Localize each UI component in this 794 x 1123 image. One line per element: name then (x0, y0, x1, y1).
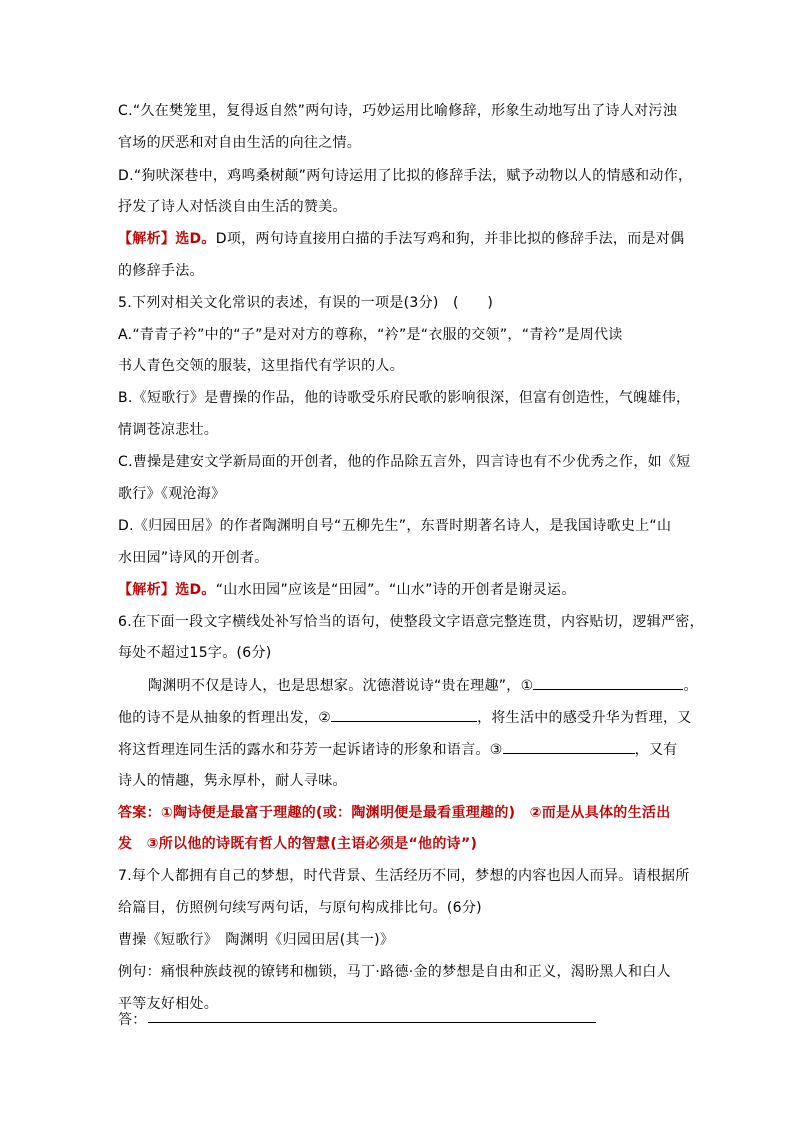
paragraph-text: ，又有 (634, 742, 678, 758)
paragraph-line-3 (118, 739, 678, 760)
option-c-line-1: C.“久在樊笼里，复得返自然”两句诗，巧妙运用比喻修辞，形象生动地写出了诗人对污浊 (118, 103, 678, 119)
paragraph-text: ，将生活中的感受升华为哲理，又 (477, 710, 692, 726)
blank-2[interactable] (331, 707, 477, 722)
question-5: 5.下列对相关文化常识的表述，有误的一项是(3分) ( ) (118, 295, 494, 311)
q5-option-a-line-1: A.“青青子衿”中的“子”是对对方的尊称，“衿”是“衣服的交领”，“青衿”是周代读 (118, 327, 623, 343)
answer-label: 答： (118, 1012, 147, 1028)
question-7-example-line-2: 平等友好相处。 (118, 996, 219, 1012)
analysis-label: 【解析】选D。 (118, 231, 216, 247)
q5-option-c-line-1: C.曹操是建安文学新局面的开创者，他的作品除五言外，四言诗也有不少优秀之作，如《短 (118, 454, 691, 470)
paragraph-text: 。 (683, 678, 698, 694)
q5-option-b-line-2: 情调苍凉悲壮。 (118, 422, 219, 438)
paragraph-line-4: 诗人的情趣，隽永厚朴，耐人寻味。 (118, 773, 347, 789)
question-7-titles: 曹操《短歌行》 陶渊明《归园田居(其一)》 (118, 932, 395, 948)
analysis-2 (118, 580, 576, 600)
analysis-1-line-2: 的修辞手法。 (118, 263, 204, 279)
analysis-label: 【解析】选D。 (118, 582, 216, 598)
paragraph-line-2 (118, 707, 692, 728)
answer-line-2: 发 ③所以他的诗既有哲人的智慧(主语必须是“他的诗”) (118, 836, 478, 852)
answer-input-line[interactable] (148, 1022, 596, 1023)
question-7-line-2: 给篇目，仿照例句续写两句话，与原句构成排比句。(6分) (118, 900, 482, 916)
q5-option-d-line-2: 水田园”诗风的开创者。 (118, 550, 269, 566)
question-6-line-2: 每处不超过15字。(6分) (118, 645, 272, 661)
blank-1[interactable] (533, 675, 683, 690)
option-c-line-2: 官场的厌恶和对自由生活的向往之情。 (118, 135, 362, 151)
q5-option-d-line-1: D.《归园田居》的作者陶渊明自号“五柳先生”，东晋时期著名诗人，是我国诗歌史上“山 (118, 518, 672, 534)
analysis-text: “山水田园”应该是“田园”。“山水”诗的开创者是谢灵运。 (215, 582, 576, 598)
q5-option-c-line-2: 歌行》《观沧海》 (118, 486, 226, 502)
q5-option-a-line-2: 书人青色交领的服装，这里指代有学识的人。 (118, 358, 404, 374)
paragraph-text: 将这哲理连同生活的露水和芬芳一起诉诸诗的形象和语言。③ (118, 742, 503, 758)
question-7-example-line-1: 例句：痛恨种族歧视的镣铐和枷锁，马丁·路德·金的梦想是自由和正义，渴盼黑人和白人 (118, 964, 671, 980)
answer-line-1: 答案：①陶诗便是最富于理趣的(或：陶渊明便是最看重理趣的) ②而是从具体的生活出 (118, 805, 671, 821)
analysis-1 (118, 229, 684, 249)
paragraph-text: 他的诗不是从抽象的哲理出发，② (118, 710, 332, 726)
paragraph-text: 陶渊明不仅是诗人，也是思想家。沈德潜说诗“贵在理趣”，① (148, 678, 534, 694)
option-d-line-1: D.“狗吠深巷中，鸡鸣桑树颠”两句诗运用了比拟的修辞手法，赋予动物以人的情感和动作， (118, 168, 693, 184)
paragraph-line-1 (148, 675, 698, 696)
option-d-line-2: 抒发了诗人对恬淡自由生活的赞美。 (118, 199, 347, 215)
q5-option-b-line-1: B.《短歌行》是曹操的作品，他的诗歌受乐府民歌的影响很深，但富有创造性，气魄雄伟， (118, 390, 691, 406)
analysis-text: D项，两句诗直接用白描的手法写鸡和狗，并非比拟的修辞手法，而是对偶 (215, 231, 685, 247)
question-6-line-1: 6.在下面一段文字横线处补写恰当的语句，使整段文字语意完整连贯，内容贴切，逻辑严密， (118, 614, 704, 630)
question-7-line-1: 7.每个人都拥有自己的梦想，时代背景、生活经历不同，梦想的内容也因人而异。请根据所 (118, 868, 690, 884)
blank-3[interactable] (503, 739, 635, 754)
